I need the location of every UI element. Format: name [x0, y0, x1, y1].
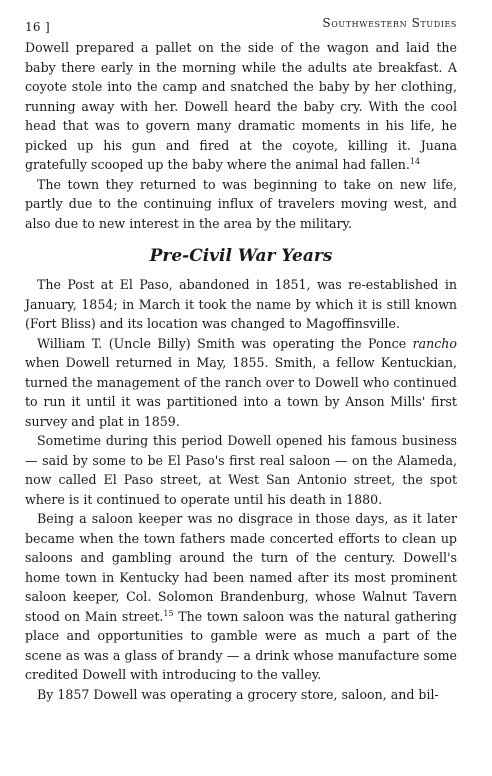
book-page: [25, 14, 457, 704]
body-text: [25, 38, 457, 704]
italic-term: rancho: [412, 335, 457, 351]
paragraph-text: By 1857 Dowell was operating a grocery store, saloon, and bil-: [37, 686, 439, 702]
paragraph-uncle-billy: [25, 334, 457, 432]
paragraph-text: The town they returned to was beginning to take on new life, partly due to the continuing influx of travelers moving west, and also due to new interest in the area by the military.: [25, 176, 457, 231]
paragraph-text: The town saloon was the natural gathering place and opportunities to gamble were as much a part of the scene as was a glass of brandy — a drink whose manufacture some credited Dowell with introducing to the valley.: [25, 608, 457, 682]
journal-title: Southwestern Studies: [322, 16, 457, 30]
footnote-marker: 14: [409, 156, 421, 166]
page-number: 16 ]: [25, 20, 50, 34]
paragraph-text: Sometime during this period Dowell opened his famous business — said by some to be El Paso's first real saloon — on the Alameda, now called El Paso street, at West San Antonio street, the spot where is it continued to operate until his death in 1880.: [25, 433, 457, 507]
running-head: [25, 14, 457, 36]
footnote-marker: 15: [163, 608, 174, 618]
paragraph-text: The Post at El Paso, abandoned in 1851, was re-established in January, 1854; in March it took the name by which it is still known (Fort Bliss) and its location was changed to Magoffinsville.: [25, 277, 457, 331]
paragraph-text: when Dowell returned in May, 1855. Smith, a fellow Kentuckian, turned the management of the ranch over to Dowell who continued to run it until it was partitioned into a town by Anson Mills' first survey and plat in 1859.: [25, 355, 457, 429]
paragraph-grocery-store: [25, 685, 457, 705]
paragraph-text: Being a saloon keeper was no disgrace in those days, as it later became when the town fathers made concerted efforts to clean up saloons and gambling around the turn of the century. Dowell's home town in Kentucky had been named after its most prominent saloon keeper, Col. Solomon Brandenburg, whose Walnut Tavern stood on Main street.: [25, 511, 457, 624]
section-heading: Pre-Civil War Years: [149, 246, 333, 266]
paragraph-saloon-keeper: [25, 509, 457, 685]
paragraph-text: Dowell prepared a pallet on the side of the wagon and laid the baby there early in the morning while the adults ate breakfast. A coyote stole into the camp and snatched the baby by her clothing, running away with her. Dowell heard the baby cry. With the cool head that was to govern many dramatic moments in his life, he picked up his gun and fired at the coyote, killing it. Juana gratefully scooped up the baby where the animal had fallen.: [25, 40, 457, 172]
paragraph-text: William T. (Uncle Billy) Smith was operating the Ponce: [37, 335, 413, 351]
paragraph-famous-saloon: [25, 431, 457, 509]
paragraph-fort-bliss: [25, 275, 457, 334]
paragraph-coyote-story: [25, 38, 457, 175]
paragraph-town-new-life: [25, 175, 457, 234]
